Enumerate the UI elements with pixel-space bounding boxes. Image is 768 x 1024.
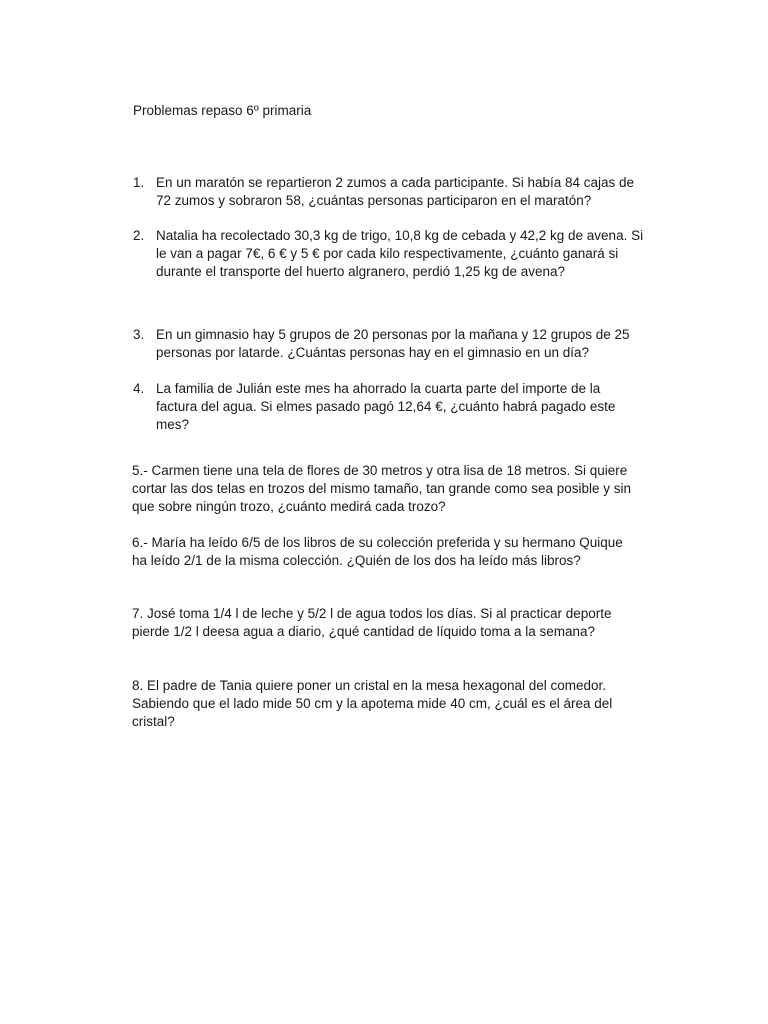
problem-number: 2. bbox=[133, 228, 145, 243]
problem-line: En un gimnasio hay 5 grupos de 20 personas por la mañana y 12 grupos de 25 bbox=[156, 327, 630, 342]
problem-line: personas por latarde. ¿Cuántas personas hay en el gimnasio en un día? bbox=[156, 345, 590, 360]
problem-line: En un maratón se repartieron 2 zumos a cada participante. Si había 84 cajas de bbox=[156, 175, 635, 190]
problem-text bbox=[156, 174, 673, 210]
problem-8 bbox=[132, 677, 672, 731]
problem-line: La familia de Julián este mes ha ahorrado la cuarta parte del importe de la bbox=[156, 381, 601, 396]
problem-4 bbox=[133, 380, 673, 434]
problem-line: Natalia ha recolectado 30,3 kg de trigo, 10,8 kg de cebada y 42,2 kg de avena. Si bbox=[156, 228, 644, 243]
problem-line: 8. El padre de Tania quiere poner un cristal en la mesa hexagonal del comedor. bbox=[132, 678, 607, 693]
problem-line: Sabiendo que el lado mide 50 cm y la apotema mide 40 cm, ¿cuál es el área del bbox=[132, 696, 613, 711]
problem-line: cristal? bbox=[132, 714, 175, 729]
problem-line: pierde 1/2 l deesa agua a diario, ¿qué cantidad de líquido toma a la semana? bbox=[132, 624, 596, 639]
document-title: Problemas repaso 6º primaria bbox=[133, 103, 312, 118]
problem-line: mes? bbox=[156, 417, 190, 432]
problem-7 bbox=[132, 605, 672, 641]
problem-line: durante el transporte del huerto algranero, perdió 1,25 kg de avena? bbox=[156, 264, 566, 279]
problem-number: 1. bbox=[133, 175, 145, 190]
problem-6 bbox=[132, 534, 672, 570]
problem-3 bbox=[133, 326, 673, 362]
problem-1 bbox=[133, 174, 673, 210]
problem-text bbox=[156, 326, 673, 362]
problem-text bbox=[156, 227, 673, 281]
problem-line: cortar las dos telas en trozos del mismo tamaño, tan grande como sea posible y sin bbox=[132, 481, 631, 496]
problem-line: factura del agua. Si elmes pasado pagó 12,64 €, ¿cuánto habrá pagado este bbox=[156, 399, 616, 414]
problem-line: 5.- Carmen tiene una tela de flores de 30 metros y otra lisa de 18 metros. Si quiere bbox=[132, 463, 628, 478]
problem-line: 7. José toma 1/4 l de leche y 5/2 l de agua todos los días. Si al practicar deporte bbox=[132, 606, 612, 621]
problem-line: 72 zumos y sobraron 58, ¿cuántas personas participaron en el maratón? bbox=[156, 193, 592, 208]
problem-line: que sobre ningún trozo, ¿cuánto medirá cada trozo? bbox=[132, 499, 446, 514]
problem-5 bbox=[132, 462, 672, 516]
problem-line: le van a pagar 7€, 6 € y 5 € por cada kilo respectivamente, ¿cuánto ganará si bbox=[156, 246, 619, 261]
problem-2 bbox=[133, 227, 673, 281]
problem-number: 3. bbox=[133, 327, 145, 342]
problem-text bbox=[156, 380, 673, 434]
problem-line: 6.- María ha leído 6/5 de los libros de su colección preferida y su hermano Quique bbox=[132, 535, 623, 550]
problem-line: ha leído 2/1 de la misma colección. ¿Quién de los dos ha leído más libros? bbox=[132, 553, 581, 568]
problem-number: 4. bbox=[133, 381, 145, 396]
